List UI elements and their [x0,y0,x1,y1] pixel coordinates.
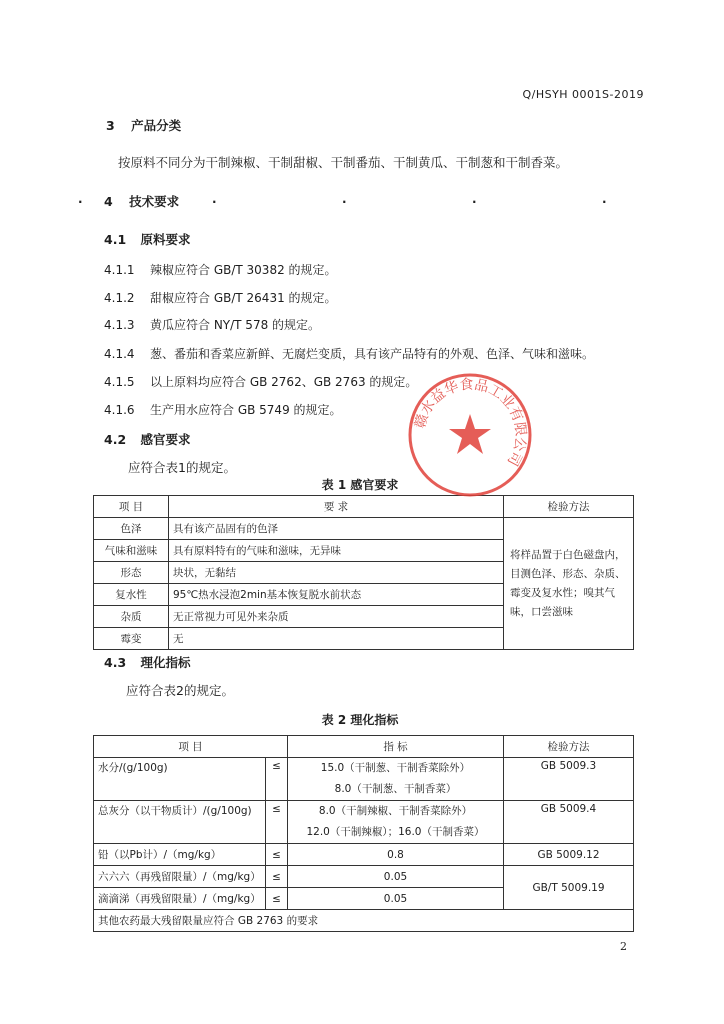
table-cell: 霉变 [94,628,169,650]
section-4-2-text: 应符合表1的规定。 [128,460,236,475]
scan-dot: . [78,192,83,206]
table-row [94,801,634,844]
table-cell: GB 5009.12 [504,844,634,866]
table-cell: 无正常视力可见外来杂质 [169,606,504,628]
comparison-operator: ≤ [266,866,288,888]
clause-item: 4.1.5 以上原料均应符合 GB 2762、GB 2763 的规定。 [104,375,418,389]
table-cell: 水分/(g/100g) [94,758,266,801]
table-cell: 块状，无黏结 [169,562,504,584]
table-header-cell: 项 目 [94,496,169,518]
section-4-2-heading [104,430,191,448]
table-cell: 杂质 [94,606,169,628]
table-header-cell: 项 目 [94,736,288,758]
clause-item: 4.1.1 辣椒应符合 GB/T 30382 的规定。 [104,263,337,277]
section-number: 4.1 [104,232,127,247]
page-number: 2 [620,940,627,953]
table-2-title: 表 2 理化指标 [321,713,399,727]
seal-text: 赣水益华食品工业有限公司 [412,376,529,469]
section-4-heading [104,192,179,210]
section-title: 感官要求 [140,432,191,447]
table-cell: 滴滴涕（再残留限量）/（mg/kg） [94,888,266,910]
section-title: 技术要求 [129,194,180,209]
section-3-text: 按原料不同分为干制辣椒、干制甜椒、干制番茄、干制黄瓜、干制葱和干制香菜。 [118,155,569,170]
table-row [94,866,634,888]
clause-item: 4.1.2 甜椒应符合 GB/T 26431 的规定。 [104,291,337,305]
table-cell: GB 5009.3 [504,758,634,801]
scan-dot: . [212,192,217,206]
table-cell: 95℃热水浸泡2min基本恢复脱水前状态 [169,584,504,606]
section-4-3-heading [104,653,191,671]
table-cell: 8.0（干制辣椒、干制香菜除外） 12.0（干制辣椒）；16.0（干制香菜） [288,801,504,844]
section-title: 理化指标 [140,655,191,670]
company-seal-icon [405,370,535,500]
table-footer-row [94,910,634,932]
table-cell: 复水性 [94,584,169,606]
table-cell: 具有原料特有的气味和滋味，无异味 [169,540,504,562]
section-number: 4.2 [104,432,127,447]
comparison-operator: ≤ [266,801,288,844]
table-cell: 六六六（再残留限量）/（mg/kg） [94,866,266,888]
section-title: 原料要求 [140,232,191,247]
table-cell: GB/T 5009.19 [504,866,634,910]
table-cell: 15.0（干制葱、干制香菜除外） 8.0（干制葱、干制香菜） [288,758,504,801]
scan-dot: . [602,192,607,206]
comparison-operator: ≤ [266,888,288,910]
table-row [94,518,634,540]
clause-item: 4.1.4 葱、番茄和香菜应新鲜、无腐烂变质，具有该产品特有的外观、色泽、气味和滋味。 [104,347,595,361]
table-cell: 无 [169,628,504,650]
table-cell: 总灰分（以干物质计）/(g/100g) [94,801,266,844]
table-header-cell: 检验方法 [504,496,634,518]
section-4-1-heading [104,230,191,248]
table-header-cell: 检验方法 [504,736,634,758]
document-code: Q/HSYH 0001S-2019 [522,88,644,101]
table-cell: 色泽 [94,518,169,540]
table-row [94,844,634,866]
comparison-operator: ≤ [266,844,288,866]
table-cell: 形态 [94,562,169,584]
table-header-cell: 要 求 [169,496,504,518]
table-1-title: 表 1 感官要求 [321,478,399,492]
clause-item: 4.1.6 生产用水应符合 GB 5749 的规定。 [104,403,342,417]
table-cell: 0.05 [288,888,504,910]
scan-dot: . [342,192,347,206]
table-row [94,758,634,801]
table-cell: 气味和滋味 [94,540,169,562]
table-cell: GB 5009.4 [504,801,634,844]
clause-item: 4.1.3 黄瓜应符合 NY/T 578 的规定。 [104,318,321,332]
section-number: 3 [106,118,115,133]
table-method-cell: 将样品置于白色磁盘内，目测色泽、形态、杂质、霉变及复水性；嗅其气味，口尝滋味 [504,518,634,650]
table-header-cell: 指 标 [288,736,504,758]
section-4-3-text: 应符合表2的规定。 [126,683,234,698]
table-1 [93,495,634,650]
comparison-operator: ≤ [266,758,288,801]
section-number: 4.3 [104,655,127,670]
section-title: 产品分类 [131,118,182,133]
table-header-row [94,736,634,758]
section-number: 4 [104,194,113,209]
table-2 [93,735,634,932]
scan-dot: . [472,192,477,206]
table-footer-cell: 其他农药最大残留限量应符合 GB 2763 的要求 [94,910,634,932]
table-cell: 0.8 [288,844,504,866]
table-header-row [94,496,634,518]
table-cell: 具有该产品固有的色泽 [169,518,504,540]
table-cell: 0.05 [288,866,504,888]
table-cell: 铅（以Pb计）/（mg/kg） [94,844,266,866]
section-3-heading [106,116,181,134]
